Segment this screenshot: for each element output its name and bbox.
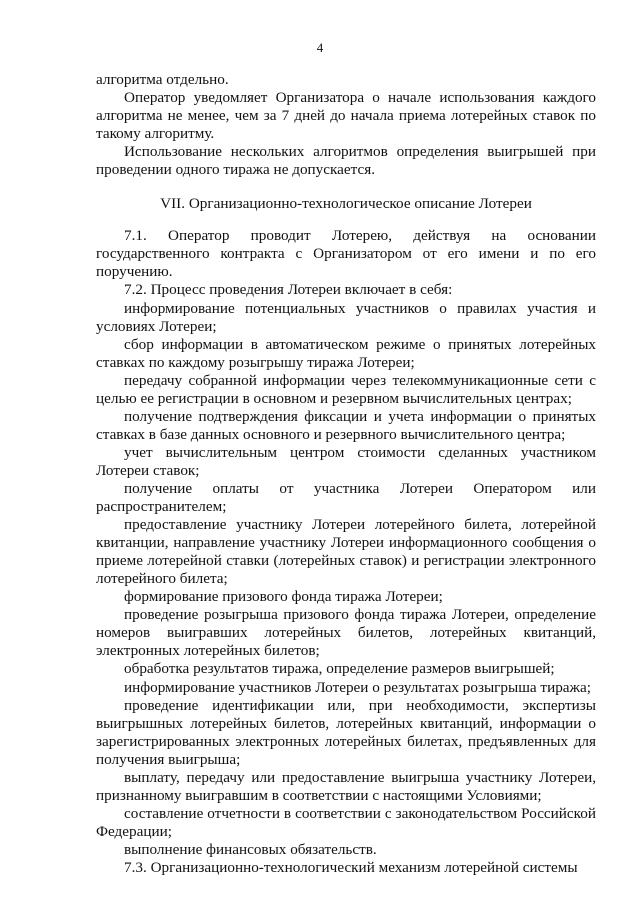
list-item: информирование потенциальных участников о правилах участия и условиях Лотереи; xyxy=(96,299,596,335)
list-item: выплату, передачу или предоставление выигрыша участнику Лотереи, признанному выигравшим в соответствии с настоящими Условиями; xyxy=(96,768,596,804)
list-item: учет вычислительным центром стоимости сделанных участником Лотереи ставок; xyxy=(96,443,596,479)
section-heading: VII. Организационно-технологическое описание Лотереи xyxy=(160,195,532,213)
paragraph-7-1: 7.1. Оператор проводит Лотерею, действуя на основании государственного контракта с Организатором от его имени и по его поручению. xyxy=(96,227,596,281)
document-body xyxy=(96,71,596,877)
list-item: получение оплаты от участника Лотереи Оператором или распространителем; xyxy=(96,479,596,516)
paragraph-7-2: 7.2. Процесс проведения Лотереи включает в себя: xyxy=(124,281,453,299)
list-item: обработка результатов тиража, определение размеров выигрышей; xyxy=(124,660,555,678)
list-item: проведение розыгрыша призового фонда тиража Лотереи, определение номеров выигравших лотерейных билетов, лотерейных квитанций, электронных лотерейных билетов; xyxy=(96,606,596,660)
list-item: формирование призового фонда тиража Лотереи; xyxy=(124,588,443,606)
paragraph-7-3: 7.3. Организационно-технологический механизм лотерейной системы xyxy=(124,858,578,876)
list-item: предоставление участнику Лотереи лотерейного билета, лотерейной квитанции, направление участнику Лотереи информационного сообщения о приеме лотерейной ставки (лотерейных ставок) и регистрации электронного лотерейного билета; xyxy=(96,516,596,588)
paragraph: алгоритма отдельно. xyxy=(96,71,229,88)
list-item: передачу собранной информации через телекоммуникационные сети с целью ее регистрации в основном и резервном вычислительных центрах; xyxy=(96,371,596,407)
list-item: составление отчетности в соответствии с законодательством Российской Федерации; xyxy=(96,804,596,840)
paragraph: Оператор уведомляет Организатора о начале использования каждого алгоритма не менее, чем за 7 дней до начала приема лотерейных ставок по такому алгоритму. xyxy=(96,89,596,143)
paragraph: Использование нескольких алгоритмов определения выигрышей при проведении одного тиража не допускается. xyxy=(96,143,596,179)
list-item: сбор информации в автоматическом режиме о принятых лотерейных ставках по каждому розыгрышу тиража Лотереи; xyxy=(96,335,596,371)
list-item: информирование участников Лотереи о результатах розыгрыша тиража; xyxy=(124,678,591,696)
page-number: 4 xyxy=(316,40,324,55)
list-item: получение подтверждения фиксации и учета информации о принятых ставках в базе данных основного и резервного вычислительного центра; xyxy=(96,407,596,443)
list-item: проведение идентификации или, при необходимости, экспертизы выигрышных лотерейных билетов, лотерейных квитанций, информации о зарегистрированных электронных лотерейных билетах, предъявленных для получения выигрыша; xyxy=(96,696,596,768)
list-item: выполнение финансовых обязательств. xyxy=(124,840,377,858)
